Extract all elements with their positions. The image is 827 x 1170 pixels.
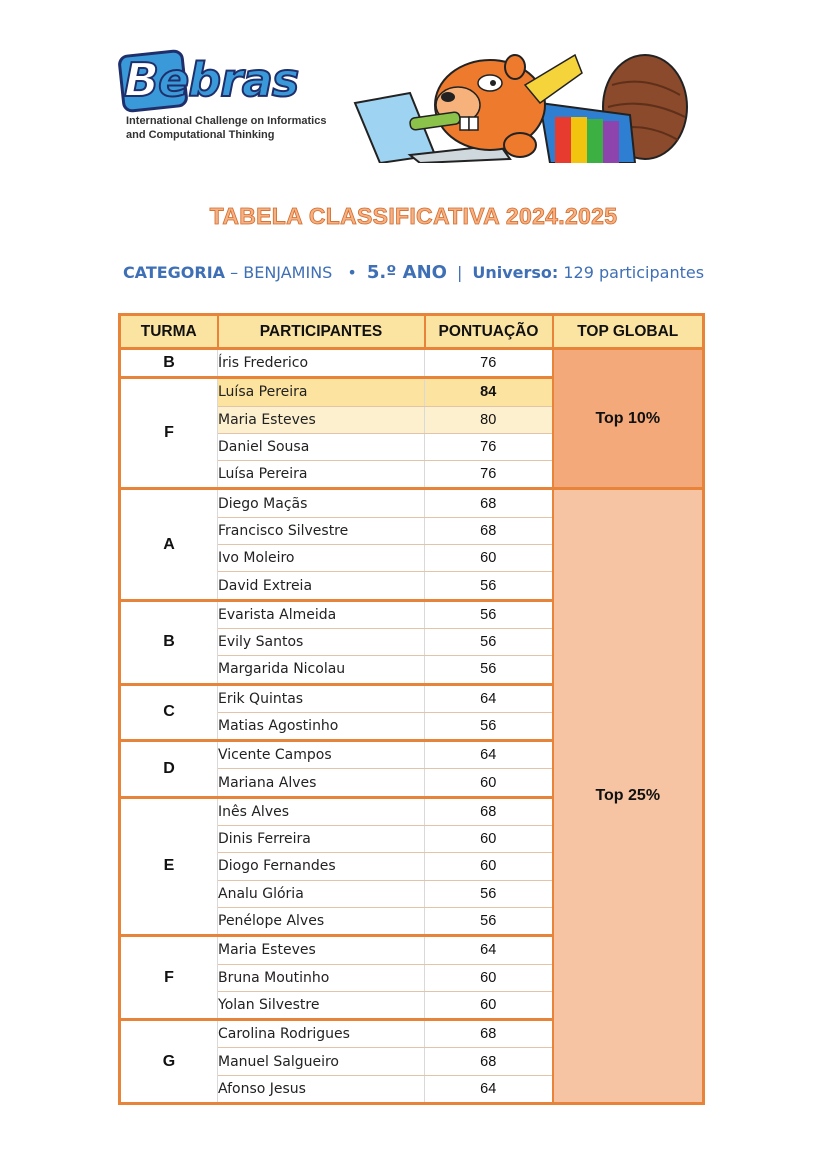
- universe-value: 129 participantes: [558, 263, 705, 282]
- participant-name: Matias Agostinho: [218, 712, 425, 740]
- participant-score: 76: [425, 433, 553, 460]
- participant-name: Penélope Alves: [218, 907, 425, 935]
- logo-wordmark: Bebras: [124, 53, 299, 107]
- participant-score: 60: [425, 545, 553, 572]
- participant-name: David Extreia: [218, 572, 425, 600]
- column-header-pontuacao: PONTUAÇÃO: [425, 315, 553, 349]
- ranking-table-body: [120, 349, 704, 1104]
- category-label: CATEGORIA: [122, 263, 226, 282]
- category-value: BENJAMINS: [243, 263, 333, 282]
- participant-name: Daniel Sousa: [218, 433, 425, 460]
- logo-tagline-line1: International Challenge on Informatics: [126, 115, 327, 127]
- participant-name: Inês Alves: [218, 797, 425, 825]
- participant-score: 60: [425, 853, 553, 880]
- participant-score: 56: [425, 712, 553, 740]
- column-header-participantes: PARTICIPANTES: [218, 315, 425, 349]
- bebras-logo: [120, 52, 360, 147]
- participant-name: Yolan Silvestre: [218, 991, 425, 1019]
- participant-name: Margarida Nicolau: [218, 656, 425, 684]
- participant-score: 56: [425, 656, 553, 684]
- participant-name: Afonso Jesus: [218, 1075, 425, 1103]
- logo-tagline: [126, 114, 366, 142]
- participant-score: 68: [425, 1048, 553, 1075]
- top-global-tier-cell: Top 10%: [553, 349, 704, 489]
- table-row: [120, 349, 704, 378]
- participant-name: Maria Esteves: [218, 406, 425, 433]
- participant-score: 76: [425, 349, 553, 378]
- participant-name: Evarista Almeida: [218, 600, 425, 628]
- participant-name: Diego Maçãs: [218, 489, 425, 517]
- participant-score: 56: [425, 600, 553, 628]
- participant-name: Bruna Moutinho: [218, 964, 425, 991]
- participant-score: 64: [425, 936, 553, 964]
- participant-score: 60: [425, 991, 553, 1019]
- participant-score: 64: [425, 684, 553, 712]
- turma-cell: C: [120, 684, 218, 741]
- participant-score: 64: [425, 1075, 553, 1103]
- participant-name: Manuel Salgueiro: [218, 1048, 425, 1075]
- participant-name: Analu Glória: [218, 880, 425, 907]
- participant-name: Carolina Rodrigues: [218, 1020, 425, 1048]
- turma-cell: F: [120, 936, 218, 1020]
- participant-name: Íris Frederico: [218, 349, 425, 378]
- top-global-tier-cell: Top 25%: [553, 489, 704, 1104]
- participant-name: Francisco Silvestre: [218, 517, 425, 544]
- participant-score: 80: [425, 406, 553, 433]
- participant-score: 84: [425, 378, 553, 406]
- participant-score: 68: [425, 797, 553, 825]
- table-header-row: [120, 315, 704, 349]
- participant-score: 68: [425, 489, 553, 517]
- turma-cell: B: [120, 349, 218, 378]
- participant-score: 60: [425, 964, 553, 991]
- participant-name: Diogo Fernandes: [218, 853, 425, 880]
- turma-cell: A: [120, 489, 218, 600]
- beaver-mascot-illustration: [350, 45, 695, 163]
- category-subtitle: [0, 262, 827, 283]
- participant-score: 56: [425, 880, 553, 907]
- participant-name: Maria Esteves: [218, 936, 425, 964]
- participant-score: 60: [425, 769, 553, 797]
- participant-score: 68: [425, 1020, 553, 1048]
- participant-name: Evily Santos: [218, 628, 425, 655]
- participant-score: 76: [425, 461, 553, 489]
- participant-score: 60: [425, 826, 553, 853]
- turma-cell: F: [120, 378, 218, 489]
- turma-cell: D: [120, 741, 218, 798]
- participant-name: Vicente Campos: [218, 741, 425, 769]
- participant-score: 64: [425, 741, 553, 769]
- column-header-turma: TURMA: [120, 315, 218, 349]
- participant-name: Luísa Pereira: [218, 461, 425, 489]
- participant-name: Ivo Moleiro: [218, 545, 425, 572]
- bullet-separator: •: [347, 263, 357, 282]
- turma-cell: B: [120, 600, 218, 684]
- participant-score: 56: [425, 628, 553, 655]
- participant-score: 68: [425, 517, 553, 544]
- school-year: 5.º ANO: [366, 262, 447, 283]
- category-dash: –: [225, 263, 244, 282]
- participant-name: Luísa Pereira: [218, 378, 425, 406]
- page-title: TABELA CLASSIFICATIVA 2024.2025: [209, 203, 618, 229]
- participant-name: Mariana Alves: [218, 769, 425, 797]
- turma-cell: G: [120, 1020, 218, 1104]
- column-header-top-global: TOP GLOBAL: [553, 315, 704, 349]
- turma-cell: E: [120, 797, 218, 935]
- participant-name: Erik Quintas: [218, 684, 425, 712]
- table-row: [120, 489, 704, 517]
- logo-tagline-line2: and Computational Thinking: [126, 129, 275, 141]
- divider: |: [456, 263, 463, 282]
- participant-score: 56: [425, 907, 553, 935]
- universe-label: Universo:: [472, 263, 559, 282]
- participant-name: Dinis Ferreira: [218, 826, 425, 853]
- ranking-table: [118, 313, 705, 1105]
- participant-score: 56: [425, 572, 553, 600]
